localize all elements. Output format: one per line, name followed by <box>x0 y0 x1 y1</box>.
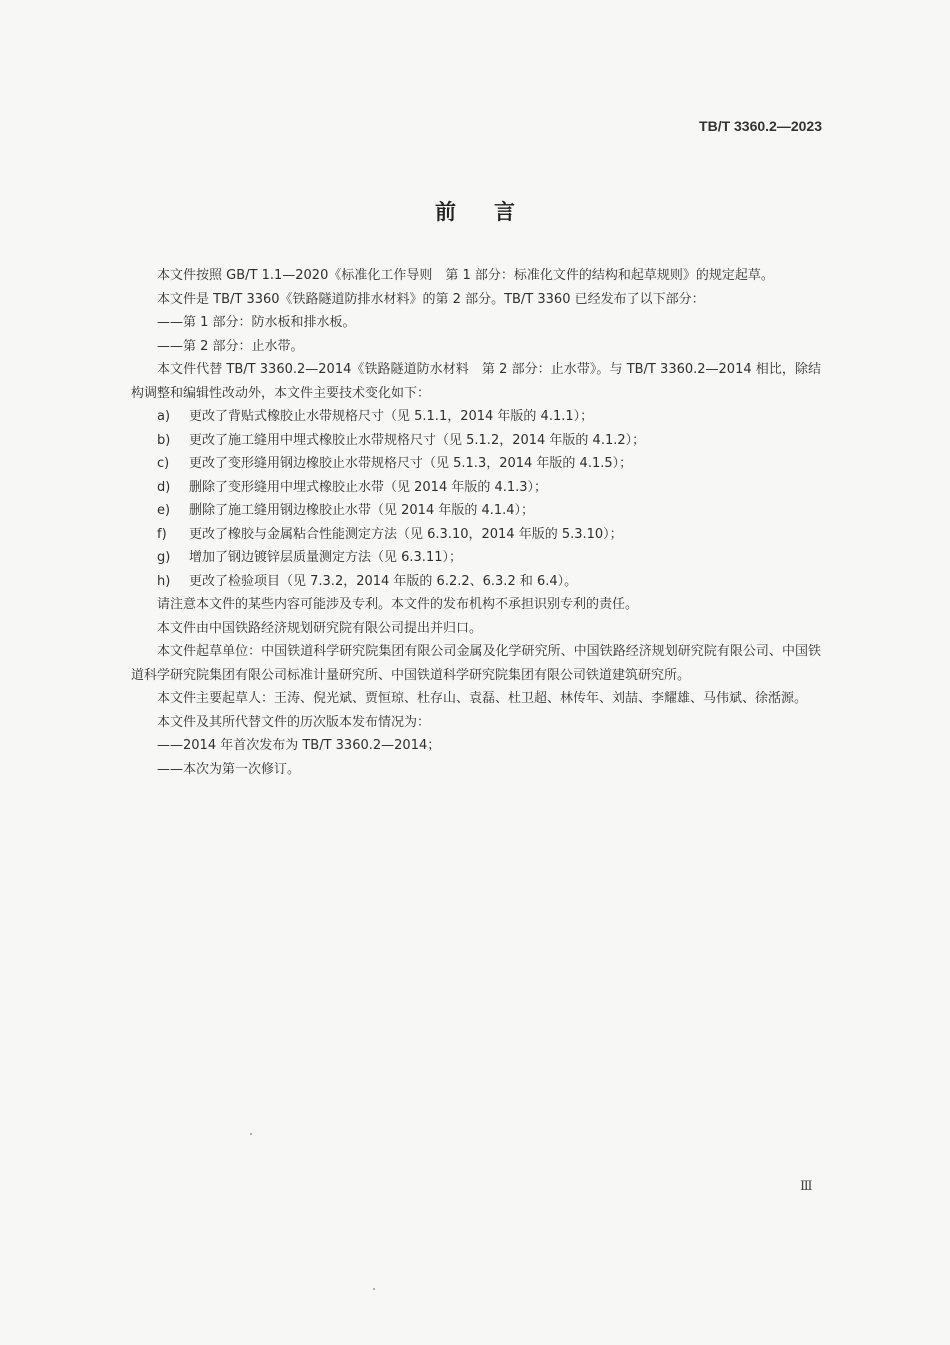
foreword-body <box>131 264 821 781</box>
change-item <box>131 452 821 476</box>
change-item-label: f) <box>157 526 167 542</box>
change-item-label: e) <box>157 503 171 518</box>
change-item-text: 更改了背贴式橡胶止水带规格尺寸（见 5.1.1，2014 年版的 4.1.1）； <box>189 409 594 424</box>
history-list-item: ——本次为第一次修订。 <box>157 761 301 777</box>
page-number: Ⅲ <box>800 1179 813 1194</box>
change-item-label: b) <box>157 432 171 448</box>
paragraph-replacement: 本文件代替 TB/T 3360.2—2014《铁路隧道防水材料 第 2 部分：止水带》。与 TB/T 3360.2—2014 相比，除结构调整和编辑性改动外，本文件主要技术变化如下： <box>131 362 821 401</box>
change-item-label: h) <box>157 573 171 589</box>
paragraph-version-history: 本文件及其所代替文件的历次版本发布情况为： <box>157 714 431 730</box>
change-item <box>131 405 821 429</box>
change-item-text: 更改了变形缝用钢边橡胶止水带规格尺寸（见 5.1.3，2014 年版的 4.1.5）； <box>189 456 633 471</box>
paragraph-patent-notice: 请注意本文件的某些内容可能涉及专利。本文件的发布机构不承担识别专利的责任。 <box>157 597 639 612</box>
page-title: 前言 <box>435 200 553 224</box>
parts-list-item: ——第 2 部分：止水带。 <box>157 338 304 354</box>
paragraph-drafting-rules: 本文件按照 GB/T 1.1—2020《标准化工作导则 第 1 部分：标准化文件的结构和起草规则》的规定起草。 <box>157 268 774 283</box>
paragraph-proposer: 本文件由中国铁路经济规划研究院有限公司提出并归口。 <box>157 620 483 636</box>
change-item-text: 增加了钢边镀锌层质量测定方法（见 6.3.11）； <box>189 550 462 565</box>
change-item-text: 更改了橡胶与金属粘合性能测定方法（见 6.3.10，2014 年版的 5.3.10）； <box>189 526 623 542</box>
parts-list-item: ——第 1 部分：防水板和排水板。 <box>157 315 356 330</box>
change-item-label: g) <box>157 550 171 565</box>
change-item <box>131 429 821 453</box>
change-item-text: 更改了施工缝用中埋式橡胶止水带规格尺寸（见 5.1.2，2014 年版的 4.1.2）； <box>189 432 646 448</box>
scan-speck <box>373 1288 375 1290</box>
paragraph-drafting-units: 本文件起草单位：中国铁道科学研究院集团有限公司金属及化学研究所、中国铁路经济规划研究院有限公司、中国铁道科学研究院集团有限公司标准计量研究所、中国铁道科学研究院集团有限公司铁道建筑研究所。 <box>131 644 821 683</box>
change-item <box>131 476 821 500</box>
change-item-text: 删除了变形缝用中埋式橡胶止水带（见 2014 年版的 4.1.3）； <box>189 479 548 495</box>
change-item <box>131 499 821 523</box>
paragraph-part-of-series: 本文件是 TB/T 3360《铁路隧道防排水材料》的第 2 部分。TB/T 3360 已经发布了以下部分： <box>157 291 705 307</box>
change-item-label: d) <box>157 479 171 495</box>
paragraph-drafters: 本文件主要起草人：王涛、倪光斌、贾恒琼、杜存山、袁磊、杜卫超、林传年、刘喆、李耀雄、马伟斌、徐湉源。 <box>157 691 808 706</box>
scan-speck <box>250 1133 252 1135</box>
change-item-label: c) <box>157 456 170 471</box>
change-item <box>131 570 821 594</box>
document-code: TB/T 3360.2—2023 <box>699 118 822 134</box>
change-item <box>131 523 821 547</box>
change-item-label: a) <box>157 409 171 424</box>
change-item <box>131 546 821 570</box>
change-item-text: 删除了施工缝用钢边橡胶止水带（见 2014 年版的 4.1.4）； <box>189 503 535 518</box>
change-item-text: 更改了检验项目（见 7.3.2，2014 年版的 6.2.2、6.3.2 和 6.4）。 <box>189 573 578 589</box>
history-list-item: ——2014 年首次发布为 TB/T 3360.2—2014； <box>157 738 441 753</box>
